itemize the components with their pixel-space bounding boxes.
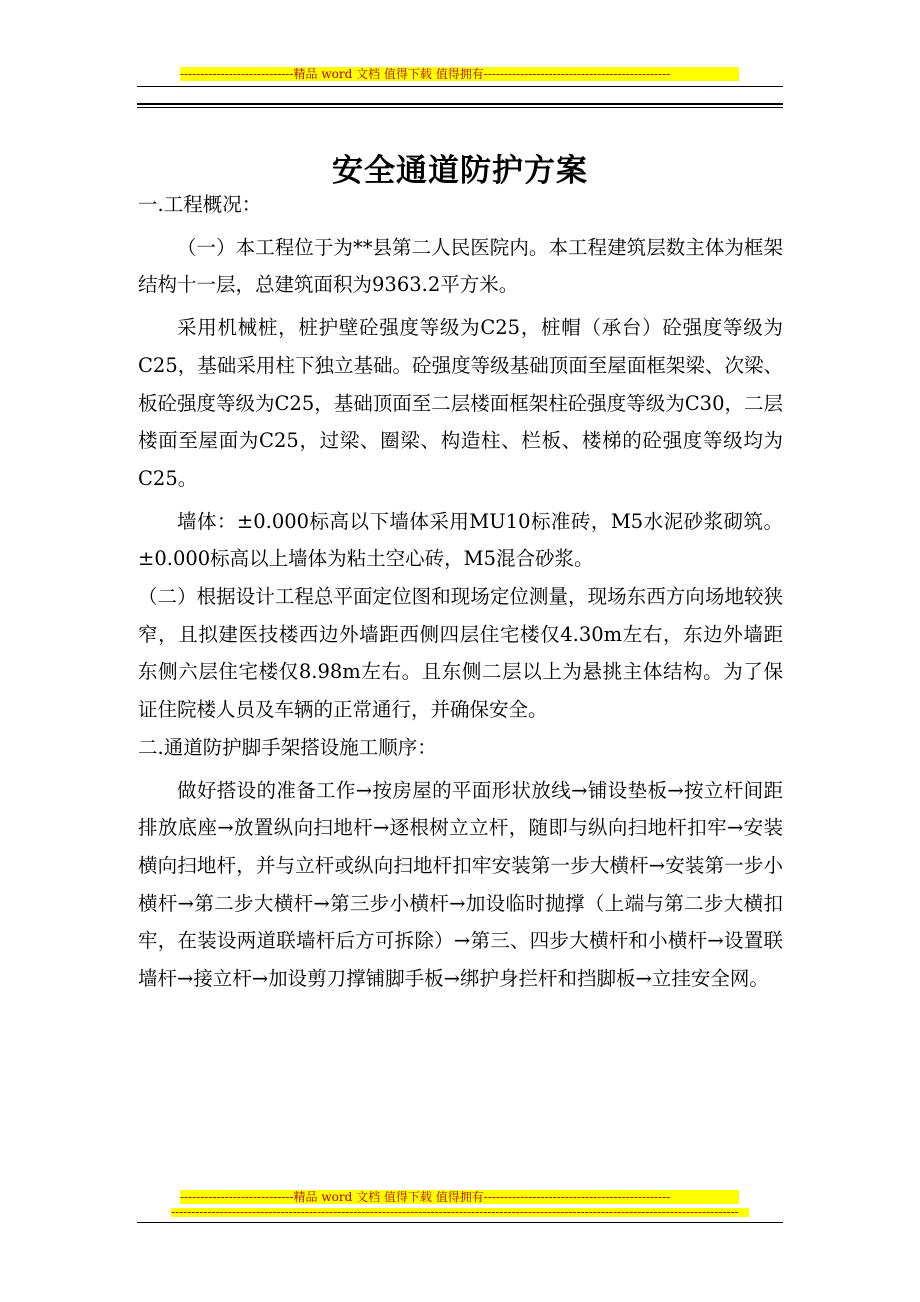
footer-banner: ----------------------------精品 word 文档 值得下载 值得拥有---------------------------------------------- bbox=[180, 1190, 739, 1204]
header-double-rule-bottom bbox=[137, 107, 783, 108]
paragraph-scaffold-steps: 做好搭设的准备工作→按房屋的平面形状放线→铺设垫板→按立杆间距排放底座→放置纵向扫地杆→逐根树立立杆，随即与纵向扫地杆扣牢→安装横向扫地杆，并与立杆或纵向扫地杆扣牢安装第一步大横杆→安装第一步小横杆→第二步大横杆→第三步小横杆→加设临时抛撑（上端与第二步大横扣牢，在装设两道联墙杆后方可拆除）→第三、四步大横杆和小横杆→设置联墙杆→接立杆→加设剪刀撑铺脚手板→绑护身拦杆和挡脚板→立挂安全网。 bbox=[138, 778, 783, 991]
paragraph-site-conditions: （二）根据设计工程总平面定位图和现场定位测量，现场东西方向场地较狭窄，且拟建医技楼西边外墙距西侧四层住宅楼仅4.30m左右，东边外墙距东侧六层住宅楼仅8.98m左右。且东侧二层以上为悬挑主体结构。为了保证住院楼人员及车辆的正常通行，并确保安全。 bbox=[138, 585, 783, 722]
footer-dash-banner: -------------------------------------------------------------------------------------------------------------------------------------------- bbox=[171, 1208, 749, 1217]
header-double-rule-top bbox=[137, 103, 783, 105]
document-title: 安全通道防护方案 bbox=[332, 152, 588, 189]
header-rule bbox=[137, 86, 783, 87]
paragraph-walls: 墙体：±0.000标高以下墙体采用MU10标准砖，M5水泥砂浆砌筑。±0.000标高以上墙体为粘土空心砖，M5混合砂浆。 bbox=[138, 509, 783, 571]
paragraph-project-location: （一）本工程位于为**县第二人民医院内。本工程建筑层数主体为框架结构十一层，总建筑面积为9363.2平方米。 bbox=[138, 235, 783, 297]
section-heading-overview: 一.工程概况： bbox=[138, 193, 262, 216]
document-body bbox=[138, 186, 783, 998]
paragraph-concrete-grades: 采用机械桩，桩护壁砼强度等级为C25，桩帽（承台）砼强度等级为C25，基础采用柱下独立基础。砼强度等级基础顶面至屋面框架梁、次梁、板砼强度等级为C25，基础顶面至二层楼面框架柱砼强度等级为C30，二层楼面至屋面为C25，过梁、圈梁、构造柱、栏板、楼梯的砼强度等级均为C25。 bbox=[138, 316, 783, 490]
section-heading-scaffold-sequence: 二.通道防护脚手架搭设施工顺序： bbox=[138, 735, 437, 759]
header-banner: ----------------------------精品 word 文档 值得下载 值得拥有---------------------------------------------- bbox=[180, 67, 739, 81]
footer-rule bbox=[137, 1222, 783, 1223]
